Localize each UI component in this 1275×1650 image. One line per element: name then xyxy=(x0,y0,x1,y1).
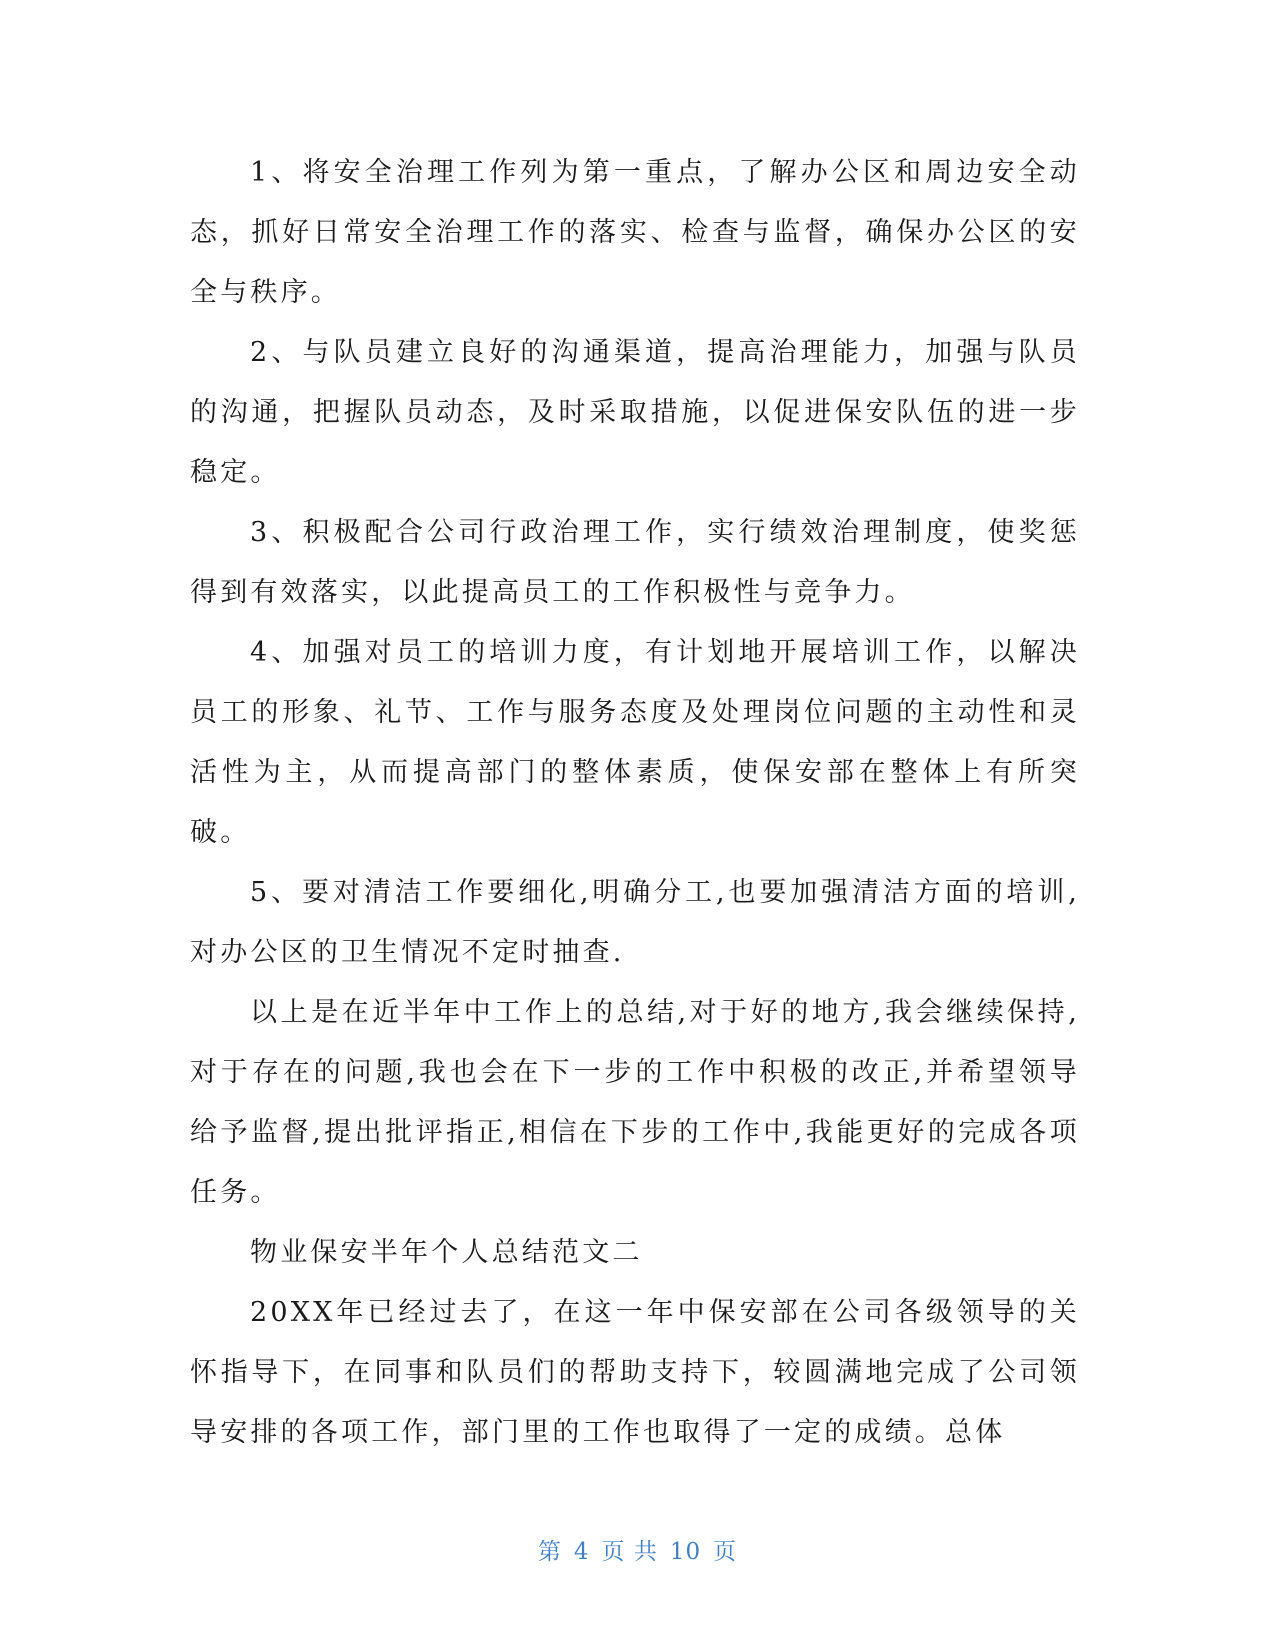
page-number-footer xyxy=(0,1533,1275,1566)
intro-paragraph: 20XX年已经过去了，在这一年中保安部在公司各级领导的关怀指导下，在同事和队员们的帮助支持下，较圆满地完成了公司领导安排的各项工作，部门里的工作也取得了一定的成绩。总体 xyxy=(190,1297,1080,1448)
footer-middle: 页 共 xyxy=(601,1539,658,1565)
paragraph-item-3: 3、积极配合公司行政治理工作，实行绩效治理制度，使奖惩得到有效落实，以此提高员工的工作积极性与竞争力。 xyxy=(190,517,1080,608)
footer-prefix: 第 xyxy=(537,1539,562,1565)
footer-current-page: 4 xyxy=(573,1539,590,1565)
paragraph-item-5: 5、要对清洁工作要细化,明确分工,也要加强清洁方面的培训,对办公区的卫生情况不定时抽查. xyxy=(190,877,1080,968)
paragraph-item-4: 4、加强对员工的培训力度，有计划地开展培训工作，以解决员工的形象、礼节、工作与服务态度及处理岗位问题的主动性和灵活性为主，从而提高部门的整体素质，使保安部在整体上有所突破。 xyxy=(190,637,1080,848)
document-body xyxy=(190,143,1080,1463)
section-heading: 物业保安半年个人总结范文二 xyxy=(250,1237,643,1268)
paragraph-item-2: 2、与队员建立良好的沟通渠道，提高治理能力，加强与队员的沟通，把握队员动态，及时采取措施，以促进保安队伍的进一步稳定。 xyxy=(190,337,1080,488)
paragraph-item-1: 1、将安全治理工作列为第一重点，了解办公区和周边安全动态，抓好日常安全治理工作的落实、检查与监督，确保办公区的安全与秩序。 xyxy=(190,157,1080,308)
summary-paragraph: 以上是在近半年中工作上的总结,对于好的地方,我会继续保持,对于存在的问题,我也会在下一步的工作中积极的改正,并希望领导给予监督,提出批评指正,相信在下步的工作中,我能更好的完成各项任务。 xyxy=(190,997,1080,1208)
footer-total-pages: 10 xyxy=(669,1539,702,1565)
footer-suffix: 页 xyxy=(713,1539,738,1565)
